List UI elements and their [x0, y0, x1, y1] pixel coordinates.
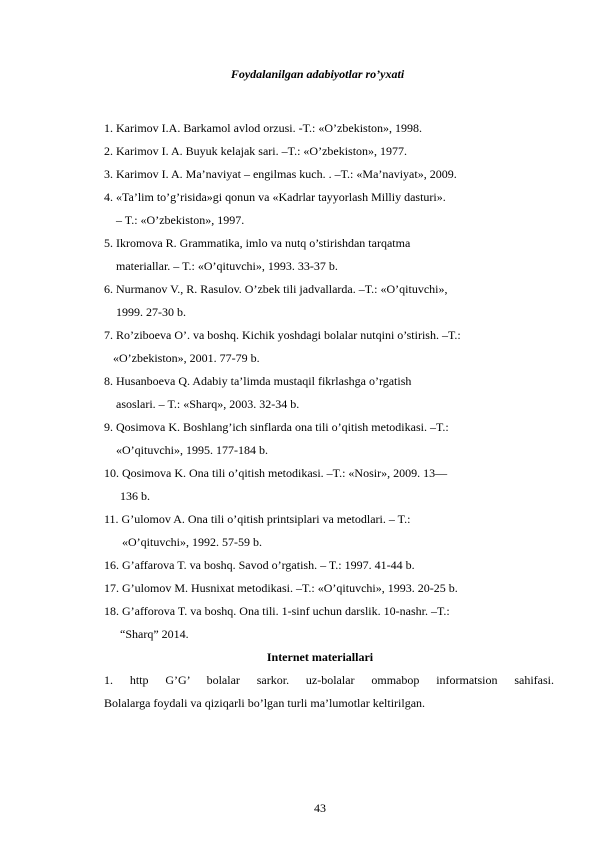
- reference-item: 1. Karimov I.A. Barkamol avlod orzusi. -T.: «O’zbekiston», 1998.: [104, 121, 423, 135]
- reference-item: 10. Qosimova K. Ona tili o’qitish metodikasi. –T.: «Nosir», 2009. 13—: [104, 466, 448, 480]
- reference-item: 2. Karimov I. A. Buyuk kelajak sari. –T.: «O’zbekiston», 1977.: [104, 144, 408, 158]
- reference-item-continuation: materiallar. – T.: «O’qituvchi», 1993. 33-37 b.: [116, 259, 338, 273]
- reference-item: 11. G’ulomov A. Ona tili o’qitish printsiplari va metodlari. – T.:: [104, 512, 411, 526]
- internet-heading: Internet materiallari: [266, 650, 374, 664]
- reference-item: 9. Qosimova K. Boshlang’ich sinflarda ona tili o’qitish metodikasi. –T.:: [104, 420, 449, 434]
- reference-item: 16. G’affarova T. va boshq. Savod o’rgatish. – T.: 1997. 41-44 b.: [104, 558, 415, 572]
- reference-item-continuation: – T.: «O’zbekiston», 1997.: [116, 213, 245, 227]
- reference-item-continuation: «O’qituvchi», 1992. 57-59 b.: [122, 535, 262, 549]
- reference-item-continuation: “Sharq” 2014.: [120, 627, 189, 641]
- reference-item-continuation: 1999. 27-30 b.: [116, 305, 186, 319]
- reference-item: 8. Husanboeva Q. Adabiy ta’limda mustaqil fikrlashga o’rgatish: [104, 374, 412, 388]
- reference-item: 5. Ikromova R. Grammatika, imlo va nutq o’stirishdan tarqatma: [104, 236, 411, 250]
- reference-item-continuation: asoslari. – T.: «Sharq», 2003. 32-34 b.: [116, 397, 300, 411]
- reference-item: 4. «Ta’lim to’g’risida»gi qonun va «Kadrlar tayyorlash Milliy dasturi».: [104, 190, 446, 204]
- reference-item-continuation: «O’qituvchi», 1995. 177-184 b.: [116, 443, 268, 457]
- page-number: 43: [314, 801, 326, 815]
- internet-item: 1. http G’G’ bolalar sarkor. uz-bolalar ommabop informatsion sahifasi.: [104, 673, 554, 687]
- page-title: Foydalanilgan adabiyotlar ro’yxati: [230, 67, 405, 81]
- reference-item: 3. Karimov I. A. Ma’naviyat – engilmas kuch. . –T.: «Ma’naviyat», 2009.: [104, 167, 457, 181]
- reference-item: 6. Nurmanov V., R. Rasulov. O’zbek tili jadvallarda. –T.: «O’qituvchi»,: [104, 282, 448, 296]
- reference-item: 7. Ro’ziboeva O’. va boshq. Kichik yoshdagi bolalar nutqini o’stirish. –T.:: [104, 328, 461, 342]
- reference-item-continuation: 136 b.: [120, 489, 150, 503]
- reference-item: 17. G’ulomov M. Husnixat metodikasi. –T.: «O’qituvchi», 1993. 20-25 b.: [104, 581, 458, 595]
- reference-item: 18. G’afforova T. va boshq. Ona tili. 1-sinf uchun darslik. 10-nashr. –T.:: [104, 604, 450, 618]
- reference-item-continuation: «O’zbekiston», 2001. 77-79 b.: [113, 351, 260, 365]
- internet-item-continuation: Bolalarga foydali va qiziqarli bo’lgan turli ma’lumotlar keltirilgan.: [104, 696, 426, 710]
